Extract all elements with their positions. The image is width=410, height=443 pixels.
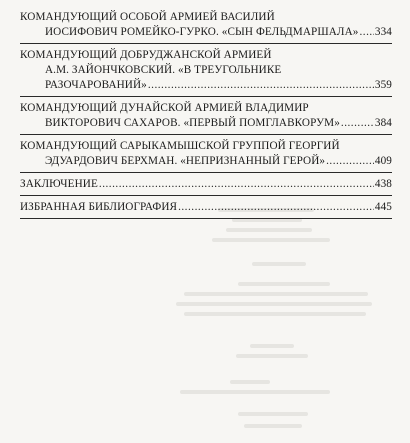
dot-leader <box>326 154 374 169</box>
dot-leader <box>99 177 374 192</box>
table-of-contents <box>20 10 392 223</box>
toc-entry <box>20 177 392 192</box>
dot-leader <box>178 200 374 215</box>
toc-page-number: 438 <box>374 178 392 190</box>
toc-entry <box>20 139 392 169</box>
toc-entry-line <box>20 48 392 63</box>
dot-leader <box>341 116 374 131</box>
toc-entry-line <box>20 10 392 25</box>
toc-entry-text: ИЗБРАННАЯ БИБЛИОГРАФИЯ <box>20 201 178 213</box>
toc-entry-line <box>20 154 392 169</box>
toc-entry-text: КОМАНДУЮЩИЙ САРЫКАМЫШСКОЙ ГРУППОЙ ГЕОРГИЙ <box>20 140 340 152</box>
toc-divider <box>20 195 392 196</box>
toc-entry-line <box>20 200 392 215</box>
toc-entry-text: КОМАНДУЮЩИЙ ДУНАЙСКОЙ АРМИЕЙ ВЛАДИМИР <box>20 102 309 114</box>
toc-divider <box>20 96 392 97</box>
toc-divider <box>20 134 392 135</box>
toc-page-number: 334 <box>374 26 392 38</box>
toc-entry-text: ВИКТОРОВИЧ САХАРОВ. «ПЕРВЫЙ ПОМГЛАВКОРУМ» <box>45 117 340 129</box>
toc-entry-line <box>20 63 392 78</box>
toc-divider <box>20 218 392 219</box>
toc-entry <box>20 101 392 131</box>
toc-entry-text: А.М. ЗАЙОНЧКОВСКИЙ. «В ТРЕУГОЛЬНИКЕ <box>45 64 282 76</box>
dot-leader <box>148 78 374 93</box>
dot-leader <box>359 25 373 40</box>
toc-divider <box>20 43 392 44</box>
toc-entry <box>20 48 392 93</box>
toc-page-number: 445 <box>374 201 392 213</box>
toc-divider <box>20 172 392 173</box>
toc-entry-line <box>20 177 392 192</box>
toc-entry-line <box>20 25 392 40</box>
toc-entry-line <box>20 116 392 131</box>
toc-page-number: 409 <box>374 155 392 167</box>
toc-entry-line <box>20 101 392 116</box>
toc-entry-text: ЭДУАРДОВИЧ БЕРХМАН. «НЕПРИЗНАННЫЙ ГЕРОЙ» <box>45 155 326 167</box>
toc-page-number: 359 <box>374 79 392 91</box>
toc-page-number: 384 <box>374 117 392 129</box>
toc-entry-text: РАЗОЧАРОВАНИЙ» <box>45 79 147 91</box>
toc-entry-line <box>20 139 392 154</box>
toc-entry-text: ЗАКЛЮЧЕНИЕ <box>20 178 98 190</box>
toc-entry <box>20 10 392 40</box>
toc-entry-line <box>20 78 392 93</box>
toc-entry-text: КОМАНДУЮЩИЙ ОСОБОЙ АРМИЕЙ ВАСИЛИЙ <box>20 11 275 23</box>
toc-entry-text: ИОСИФОВИЧ РОМЕЙКО-ГУРКО. «СЫН ФЕЛЬДМАРШАЛА» <box>45 26 359 38</box>
toc-entry <box>20 200 392 215</box>
toc-entry-text: КОМАНДУЮЩИЙ ДОБРУДЖАНСКОЙ АРМИЕЙ <box>20 49 272 61</box>
